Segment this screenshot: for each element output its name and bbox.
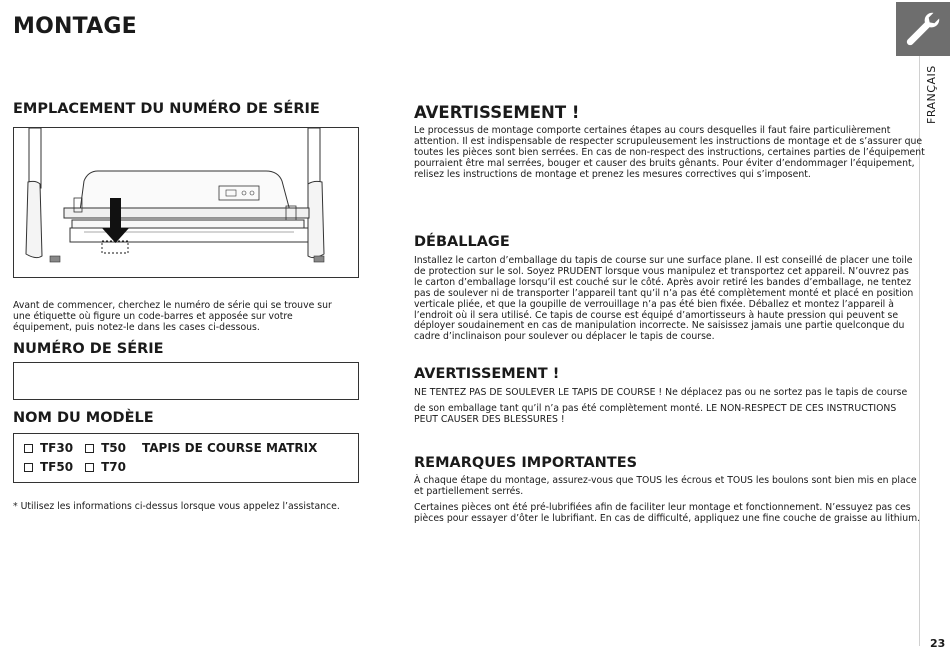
- unpacking-line: cadre d’inclinaison pour soulever ou déplacer le tapis de course.: [414, 331, 715, 343]
- model-tf50-label: TF50: [40, 460, 74, 474]
- product-name: TAPIS DE COURSE MATRIX: [141, 441, 318, 455]
- model-name-heading: NOM DU MODÈLE: [13, 410, 154, 426]
- intro-text: Avant de commencer, cherchez le numéro de série qui se trouve sur une étiquette où figure un code-barres et apposée sur votre équipement, puis notez-le dans les cases ci-dessous.: [13, 300, 332, 333]
- page-number: 23: [930, 637, 946, 650]
- warning2-text: [414, 404, 896, 426]
- language-tab: FRANÇAIS: [925, 65, 938, 124]
- warning-line: relisez les instructions de montage et prenez les mesures correctives qui s’imposent.: [414, 168, 811, 180]
- notes-paragraph-2: [414, 503, 920, 525]
- checkbox-t50[interactable]: [85, 444, 94, 453]
- unpacking-line: verticale pliée, et que la goupille de verrouillage n’a pas été bien fixée. Déballez et montez l’appareil à: [414, 298, 894, 310]
- page-title: MONTAGE: [13, 14, 137, 39]
- checkbox-tf30[interactable]: [24, 444, 33, 453]
- section-tab: [896, 2, 950, 56]
- unpacking-line: pas de soulever ni de transporter l’appareil tant qu’il n’a pas été complètement monté et placé en position: [414, 287, 914, 299]
- model-tf30-label: TF30: [40, 441, 74, 455]
- treadmill-base-drawing: [14, 128, 358, 277]
- footnote: * Utilisez les informations ci-dessus lorsque vous appelez l’assistance.: [13, 501, 340, 512]
- warning2-heading: AVERTISSEMENT !: [414, 366, 560, 382]
- treadmill-illustration: [13, 127, 359, 278]
- unpacking-line: le carton d’emballage lorsqu’il est couché sur le côté. Après avoir retiré les bandes d’emballage, ne tentez: [414, 276, 912, 288]
- checkbox-t70[interactable]: [85, 463, 94, 472]
- notes-line: et partiellement serrés.: [414, 485, 524, 497]
- warning-heading: AVERTISSEMENT !: [414, 103, 580, 122]
- warning2-line3: PEUT CAUSER DES BLESSURES !: [414, 413, 565, 425]
- checkbox-tf50[interactable]: [24, 463, 33, 472]
- model-checkbox-group: [13, 433, 359, 483]
- notes-line: À chaque étape du montage, assurez-vous que TOUS les écrous et TOUS les boulons sont bien mis en place: [414, 475, 917, 486]
- warning-line: attention. Il est indispensable de respecter scrupuleusement les instructions de montage et de s’assurer que: [414, 135, 923, 147]
- unpacking-text: [414, 256, 913, 343]
- unpacking-line: de protection sur le sol. Soyez PRUDENT lorsque vous manipulez et transportez cet appareil. N’ouvrez pas: [414, 265, 909, 277]
- warning2-line1: NE TENTEZ PAS DE SOULEVER LE TAPIS DE COURSE ! Ne déplacez pas ou ne sortez pas le tapis de course: [414, 387, 908, 398]
- notes-paragraph-1: [414, 476, 917, 498]
- warning-line: pourraient être mal serrées, bouger et causer des bruits gênants. Pour éviter d’endommager l’équipement,: [414, 157, 915, 169]
- important-notes-heading: REMARQUES IMPORTANTES: [414, 455, 638, 471]
- wrench-icon: [904, 10, 942, 48]
- serial-number-heading: NUMÉRO DE SÉRIE: [13, 341, 164, 357]
- serial-location-heading: EMPLACEMENT DU NUMÉRO DE SÉRIE: [13, 101, 320, 117]
- unpacking-line: Installez le carton d’emballage du tapis de course sur une surface plane. Il est conseillé de placer une toile: [414, 255, 913, 266]
- model-row-2: [24, 458, 126, 476]
- warning2-line2: de son emballage tant qu’il n’a pas été complètement monté. LE NON-RESPECT DE CES INSTRUCTIONS: [414, 403, 897, 414]
- model-row-1: [24, 439, 317, 457]
- model-t70-label: T70: [101, 460, 126, 474]
- unpacking-heading: DÉBALLAGE: [414, 234, 510, 250]
- model-t50-label: T50: [101, 441, 126, 455]
- notes-line: pièces pour essayer d’ôter le lubrifiant. En cas de difficulté, appliquez une fine couche de graisse au lithium.: [414, 512, 921, 524]
- warning-text: [414, 126, 925, 181]
- warning-line: Le processus de montage comporte certaines étapes au cours desquelles il faut faire particulièrement: [414, 125, 891, 136]
- unpacking-line: l’endroit où il sera utilisé. Ce tapis de course est équipé d’amortisseurs à haute pression qui peuvent se: [414, 309, 899, 321]
- serial-number-field: [13, 362, 359, 400]
- unpacking-line: déployer soudainement en cas de manipulation incorrecte. Ne saisissez jamais une partie quelconque du: [414, 320, 905, 332]
- warning-line: toutes les pièces sont bien serrées. En cas de non-respect des instructions, certaines parties de l’équipement: [414, 146, 925, 158]
- notes-line: Certaines pièces ont été pré-lubrifiées afin de faciliter leur montage et fonctionnement. N’essuyez pas ces: [414, 502, 911, 513]
